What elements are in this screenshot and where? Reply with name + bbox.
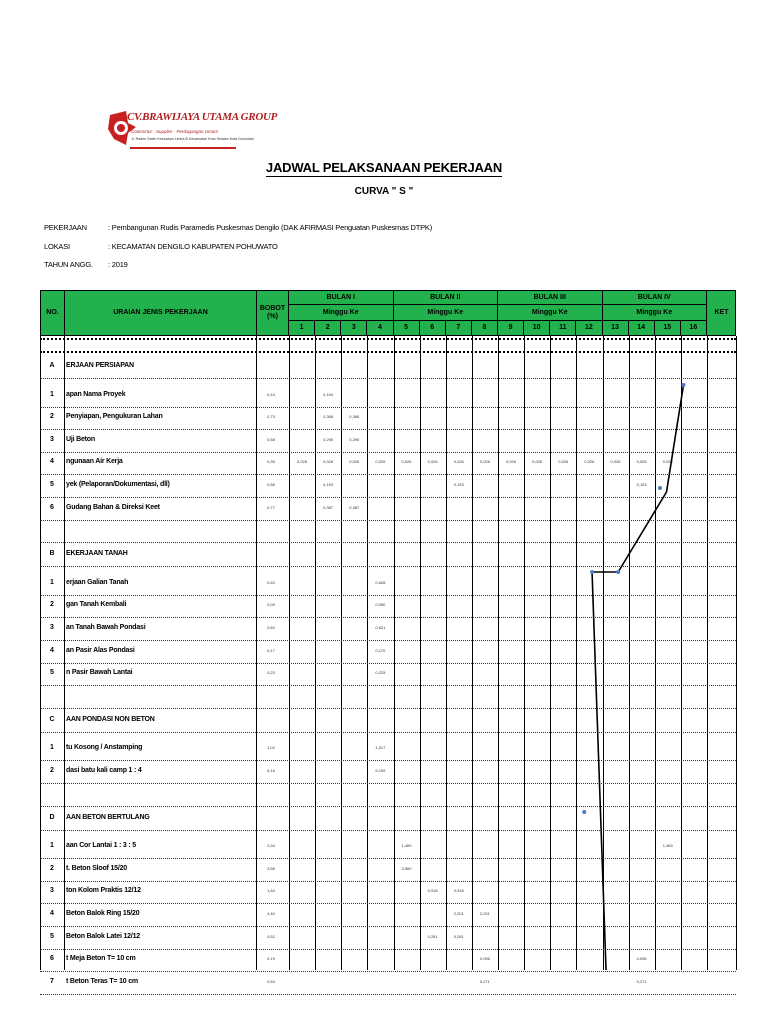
info-label-lokasi: LOKASI [44, 242, 70, 251]
table-column-line [472, 336, 473, 970]
table-row-line [40, 732, 736, 733]
table-row-line [40, 783, 736, 784]
row-bobot: 0,62 [267, 625, 275, 630]
table-row-line [40, 566, 736, 567]
header-uraian: URAIAN JENIS PEKERJAAN [65, 291, 257, 336]
week-value: 1,469 [662, 843, 673, 849]
row-bobot: 0,19 [267, 956, 275, 962]
week-value: 0,026 [349, 459, 360, 465]
table-row-line [40, 452, 736, 453]
row-number: 4 [50, 646, 54, 654]
week-value: 0,104 [323, 391, 334, 397]
header-no: NO. [41, 291, 65, 336]
row-bobot: 5,16 [267, 768, 275, 773]
row-description: t Meja Beton T= 10 cm [66, 955, 136, 963]
company-address: Jl. Raden Saleh Kelurahan Limba B Kecamatan Kota Selatan Kota Gorontalo [131, 137, 254, 141]
table-row-line [40, 971, 736, 972]
table-row-line [40, 685, 736, 686]
header-minggu: Minggu Ke [289, 305, 394, 321]
week-value: 0,026 [296, 459, 307, 465]
info-label-pekerjaan: PEKERJAAN [44, 223, 87, 232]
row-bobot: 0,58 [267, 436, 275, 442]
week-value: 0,271 [636, 978, 647, 984]
week-value: 0,918 [427, 888, 438, 894]
row-number: 7 [50, 977, 54, 985]
row-bobot: 0,10 [267, 391, 275, 397]
row-number: 6 [50, 503, 54, 511]
row-number: D [49, 813, 55, 821]
week-value: 0,290 [349, 436, 360, 442]
header-month: BULAN I [289, 291, 394, 305]
schedule-table [40, 290, 736, 985]
table-row-line [40, 708, 736, 709]
week-value: 0,026 [662, 459, 673, 465]
table-column-line [289, 336, 290, 970]
table-row-line [40, 663, 736, 664]
table-row-line [40, 881, 736, 882]
header-week: 2 [315, 321, 341, 336]
header-week: 5 [394, 321, 420, 336]
table-row-line [40, 760, 736, 761]
row-description: an Pasir Alas Pondasi [66, 646, 135, 654]
week-value: 0,026 [532, 459, 543, 465]
header-week: 15 [655, 321, 681, 336]
row-bobot: 0,63 [267, 579, 275, 585]
row-bobot: 0,58 [267, 482, 275, 487]
row-bobot: 0,39 [267, 459, 275, 465]
row-bobot: 0,73 [267, 414, 275, 420]
row-number: 2 [50, 601, 54, 609]
table-row-line [40, 407, 736, 408]
table-column-line [394, 336, 395, 970]
table-row-line [40, 338, 736, 340]
week-value: 1,017 [375, 745, 386, 751]
row-description: tu Kosong / Anstamping [66, 744, 143, 752]
week-value: 0,366 [349, 414, 360, 420]
header-week: 7 [446, 321, 472, 336]
header-minggu: Minggu Ke [603, 305, 708, 321]
table-column-line [707, 336, 708, 970]
row-number: 4 [50, 910, 54, 917]
week-value: 0,193 [453, 482, 464, 487]
row-number: 3 [50, 887, 54, 895]
week-value: 0,090 [375, 602, 386, 608]
header-week: 4 [367, 321, 393, 336]
table-column-line [576, 336, 577, 970]
table-row-line [40, 497, 736, 498]
week-value: 0,026 [505, 459, 516, 465]
week-value: 0,290 [323, 436, 334, 442]
row-bobot: 0,77 [267, 504, 275, 510]
header-ket: KET [707, 291, 736, 336]
week-value: 0,096 [636, 956, 647, 962]
table-column-line [420, 336, 421, 970]
table-row-line [40, 806, 736, 807]
table-column-line [367, 336, 368, 970]
row-number: C [49, 715, 55, 723]
week-value: 3,560 [401, 865, 412, 871]
table-column-line [524, 336, 525, 970]
header-week: 9 [498, 321, 524, 336]
info-value-lokasi: : KECAMATAN DENGILO KABUPATEN POHUWATO [108, 242, 278, 251]
header-week: 12 [576, 321, 602, 336]
table-row-line [40, 994, 736, 995]
table-column-line [681, 336, 682, 970]
company-tagline: Contractor - Supplier - Perdagangan Umum [131, 129, 219, 134]
table-row-line [40, 542, 736, 543]
header-week: 11 [550, 321, 576, 336]
info-value-pekerjaan: : Pembangunan Rudis Paramedis Puskesmas Dengilo (DAK AFIRMASI Penguatan Puskesmas DTPK) [108, 223, 433, 232]
header-week: 10 [524, 321, 550, 336]
table-column-line [736, 336, 737, 970]
row-description: aan Cor Lantai 1 : 3 : 5 [66, 842, 136, 850]
week-value: 0,918 [453, 888, 464, 894]
section-title: ERJAAN PERSIAPAN [66, 362, 134, 369]
row-number: 2 [50, 413, 54, 421]
row-number: 2 [50, 767, 54, 774]
row-description: Penyiapan, Pengukuran Lahan [66, 413, 163, 421]
week-value: 2,201 [453, 911, 464, 916]
week-value: 0,170 [375, 647, 386, 653]
row-bobot: 0,54 [267, 978, 275, 984]
week-value: 0,026 [401, 459, 412, 465]
week-value: 0,628 [375, 579, 386, 585]
week-value: 0,271 [479, 978, 490, 984]
table-row-line [40, 640, 736, 641]
week-value: 5,159 [375, 768, 386, 773]
row-description: t. Beton Sloof 15/20 [66, 864, 127, 872]
row-description: dasi batu kali camp 1 : 4 [66, 767, 142, 774]
table-row-line [40, 858, 736, 859]
row-description: gan Tanah Kembali [66, 601, 127, 609]
header-week: 6 [420, 321, 446, 336]
week-value: 0,026 [323, 459, 334, 465]
week-value: 0,026 [479, 459, 490, 465]
table-column-line [498, 336, 499, 970]
row-bobot: 2,94 [267, 843, 275, 849]
row-number: 4 [50, 458, 54, 466]
header-week: 13 [603, 321, 629, 336]
row-bobot: 3,56 [267, 865, 275, 871]
week-value: 1,469 [401, 843, 412, 849]
info-value-tahun: : 2019 [108, 260, 128, 269]
header-week: 1 [289, 321, 315, 336]
header-minggu: Minggu Ke [498, 305, 603, 321]
week-value: 2,201 [479, 911, 490, 916]
document-subtitle: CURVA " S " [354, 186, 414, 197]
document-title: JADWAL PELAKSANAAN PEKERJAAN [265, 160, 503, 175]
table-row-line [40, 520, 736, 521]
row-bobot: 0,23 [267, 670, 275, 676]
row-number: B [49, 550, 55, 558]
week-value: 0,387 [349, 504, 360, 510]
week-value: 0,026 [375, 459, 386, 465]
row-bobot: 0,17 [267, 647, 275, 653]
row-description: ton Kolom Praktis 12/12 [66, 887, 141, 895]
table-column-line [446, 336, 447, 970]
week-value: 0,621 [375, 625, 386, 630]
row-bobot: 0,09 [267, 602, 275, 608]
header-minggu: Minggu Ke [394, 305, 499, 321]
table-row-line [40, 474, 736, 475]
table-row-line [40, 378, 736, 379]
section-title: AAN PONDASI NON BETON [66, 715, 155, 723]
row-number: 1 [50, 390, 54, 398]
row-description: yek (Pelaporan/Dokumentasi, dll) [66, 481, 170, 488]
table-row-line [40, 903, 736, 904]
table-row-line [40, 949, 736, 950]
week-value: 0,026 [636, 459, 647, 465]
row-description: erjaan Galian Tanah [66, 578, 129, 586]
row-number: 1 [50, 578, 54, 586]
row-number: 5 [50, 481, 54, 488]
week-value: 0,193 [323, 482, 334, 487]
header-bobot: BOBOT (%) [257, 291, 289, 336]
row-number: 6 [50, 955, 54, 963]
info-label-tahun: TAHUN ANGG. [44, 260, 93, 269]
header-month: BULAN III [498, 291, 603, 305]
row-description: an Tanah Bawah Pondasi [66, 624, 146, 631]
week-value: 0,026 [427, 459, 438, 465]
section-title: AAN BETON BERTULANG [66, 813, 150, 821]
header-week: 14 [629, 321, 655, 336]
week-value: 0,387 [323, 504, 334, 510]
table-column-line [341, 336, 342, 970]
table-column-line [256, 336, 257, 970]
table-row-line [40, 351, 736, 353]
row-number: 1 [50, 744, 54, 752]
row-bobot: 1,84 [267, 888, 275, 894]
table-column-line [655, 336, 656, 970]
week-value: 0,026 [558, 459, 569, 465]
table-column-line [315, 336, 316, 970]
row-description: Beton Balok Latei 12/12 [66, 932, 140, 940]
row-description: n Pasir Bawah Lantai [66, 669, 133, 677]
row-number: 5 [50, 932, 54, 940]
week-value: 0,261 [453, 933, 464, 939]
week-value: 0,096 [479, 956, 490, 962]
row-bobot: 0,52 [267, 933, 275, 939]
week-value: 0,026 [584, 459, 595, 465]
row-number: 2 [50, 864, 54, 872]
row-number: 1 [50, 842, 54, 850]
row-number: 3 [50, 435, 54, 443]
table-row-line [40, 830, 736, 831]
week-value: 0,261 [427, 933, 438, 939]
row-bobot: 4,40 [267, 911, 275, 916]
section-title: EKERJAAN TANAH [66, 550, 128, 558]
row-number: 3 [50, 624, 54, 631]
table-column-line [629, 336, 630, 970]
header-week: 3 [341, 321, 367, 336]
table-column-line [550, 336, 551, 970]
week-value: 0,225 [375, 670, 386, 676]
row-description: Beton Balok Ring 15/20 [66, 910, 140, 917]
row-description: Uji Beton [66, 435, 95, 443]
table-row-line [40, 429, 736, 430]
row-number: 5 [50, 669, 54, 677]
header-month: BULAN II [394, 291, 499, 305]
company-name: CV.BRAWIJAYA UTAMA GROUP [127, 111, 278, 123]
header-month: BULAN IV [603, 291, 708, 305]
row-number: A [49, 362, 55, 369]
table-column-line [64, 336, 65, 970]
row-description: apan Nama Proyek [66, 390, 126, 398]
table-row-line [40, 595, 736, 596]
week-value: 0,026 [610, 459, 621, 465]
table-row-line [40, 926, 736, 927]
week-value: 0,366 [323, 414, 334, 420]
row-bobot: 1,02 [267, 745, 275, 751]
row-description: ngunaan Air Kerja [66, 458, 123, 466]
week-value: 0,193 [636, 482, 647, 487]
table-row-line [40, 617, 736, 618]
header-week: 8 [472, 321, 498, 336]
header-week: 16 [681, 321, 707, 336]
row-description: t Beton Teras T= 10 cm [66, 977, 138, 985]
row-description: Gudang Bahan & Direksi Keet [66, 503, 160, 511]
week-value: 0,026 [453, 459, 464, 465]
table-column-line [603, 336, 604, 970]
